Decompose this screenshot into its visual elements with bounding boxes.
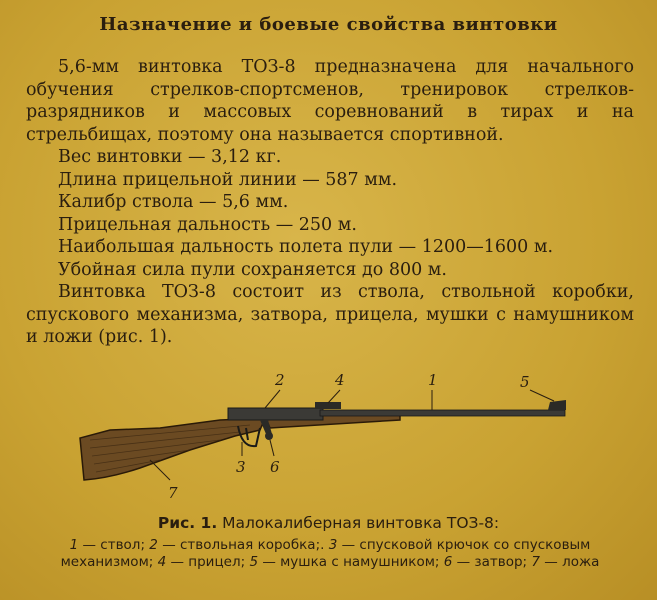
callout-2: 2 [275, 371, 285, 389]
receiver [228, 408, 323, 420]
body-text [26, 56, 634, 349]
legend-text-6: — затвор; [456, 554, 528, 570]
callout-7: 7 [168, 484, 178, 502]
spec-sight-range: Прицельная дальность — 250 м. [58, 214, 357, 235]
rifle-illustration [70, 370, 590, 510]
figure-caption-title [0, 514, 657, 532]
legend-num-5: 5 [249, 554, 259, 570]
legend-num-1: 1 [69, 537, 79, 553]
legend-text-1: — ствол; [82, 537, 145, 553]
legend-text-4: — прицел; [170, 554, 246, 570]
spec-lethal-range: Убойная сила пули сохраняется до 800 м. [58, 259, 447, 280]
legend-text-7: — ложа [544, 554, 600, 570]
spec-max-range: Наибольшая дальность полета пули — 1200—1600 м. [58, 237, 554, 257]
rifle-figure [70, 370, 590, 510]
section-heading: Назначение и боевые свойства винтовки [99, 14, 558, 35]
legend-num-3: 3 [328, 537, 338, 553]
figure-title: Малокалиберная винтовка ТОЗ-8: [222, 514, 500, 532]
legend-text-5: — мушка с намушником; [262, 554, 440, 570]
spec-weight: Вес винтовки — 3,12 кг. [58, 147, 282, 167]
callout-1: 1 [428, 371, 438, 389]
legend-num-4: 4 [157, 554, 167, 570]
callout-4: 4 [335, 371, 345, 389]
rear-sight [315, 402, 341, 409]
callout-3: 3 [236, 458, 246, 476]
spec-sight-line: Длина прицельной линии — 587 мм. [58, 169, 398, 190]
barrel [320, 410, 565, 416]
intro-paragraph: 5,6-мм винтовка ТОЗ-8 предназначена для начального обучения стрелков-спортсменов, тренировок стрелков-разрядников и массовых соревнований в тирах и на стрельбищах, поэтому она называется спортивной. [26, 57, 634, 145]
components-paragraph: Винтовка ТОЗ-8 состоит из ствола, ствольной коробки, спускового механизма, затвора, прицела, мушки с намушником и ложи (рис. 1). [26, 282, 634, 347]
callout-6: 6 [270, 458, 280, 476]
legend-text-3: — спусковой крючок со спусковым механизмом; [60, 537, 591, 570]
legend-num-7: 7 [531, 554, 540, 570]
figure-number: Рис. 1. [157, 514, 218, 532]
spec-caliber: Калибр ствола — 5,6 мм. [58, 192, 289, 212]
legend-num-6: 6 [443, 554, 453, 570]
legend-text-2: — ствольная коробка;. [162, 537, 325, 553]
figure-legend [60, 537, 600, 571]
front-sight [548, 400, 566, 410]
legend-num-2: 2 [149, 537, 158, 553]
callout-5: 5 [520, 373, 530, 391]
